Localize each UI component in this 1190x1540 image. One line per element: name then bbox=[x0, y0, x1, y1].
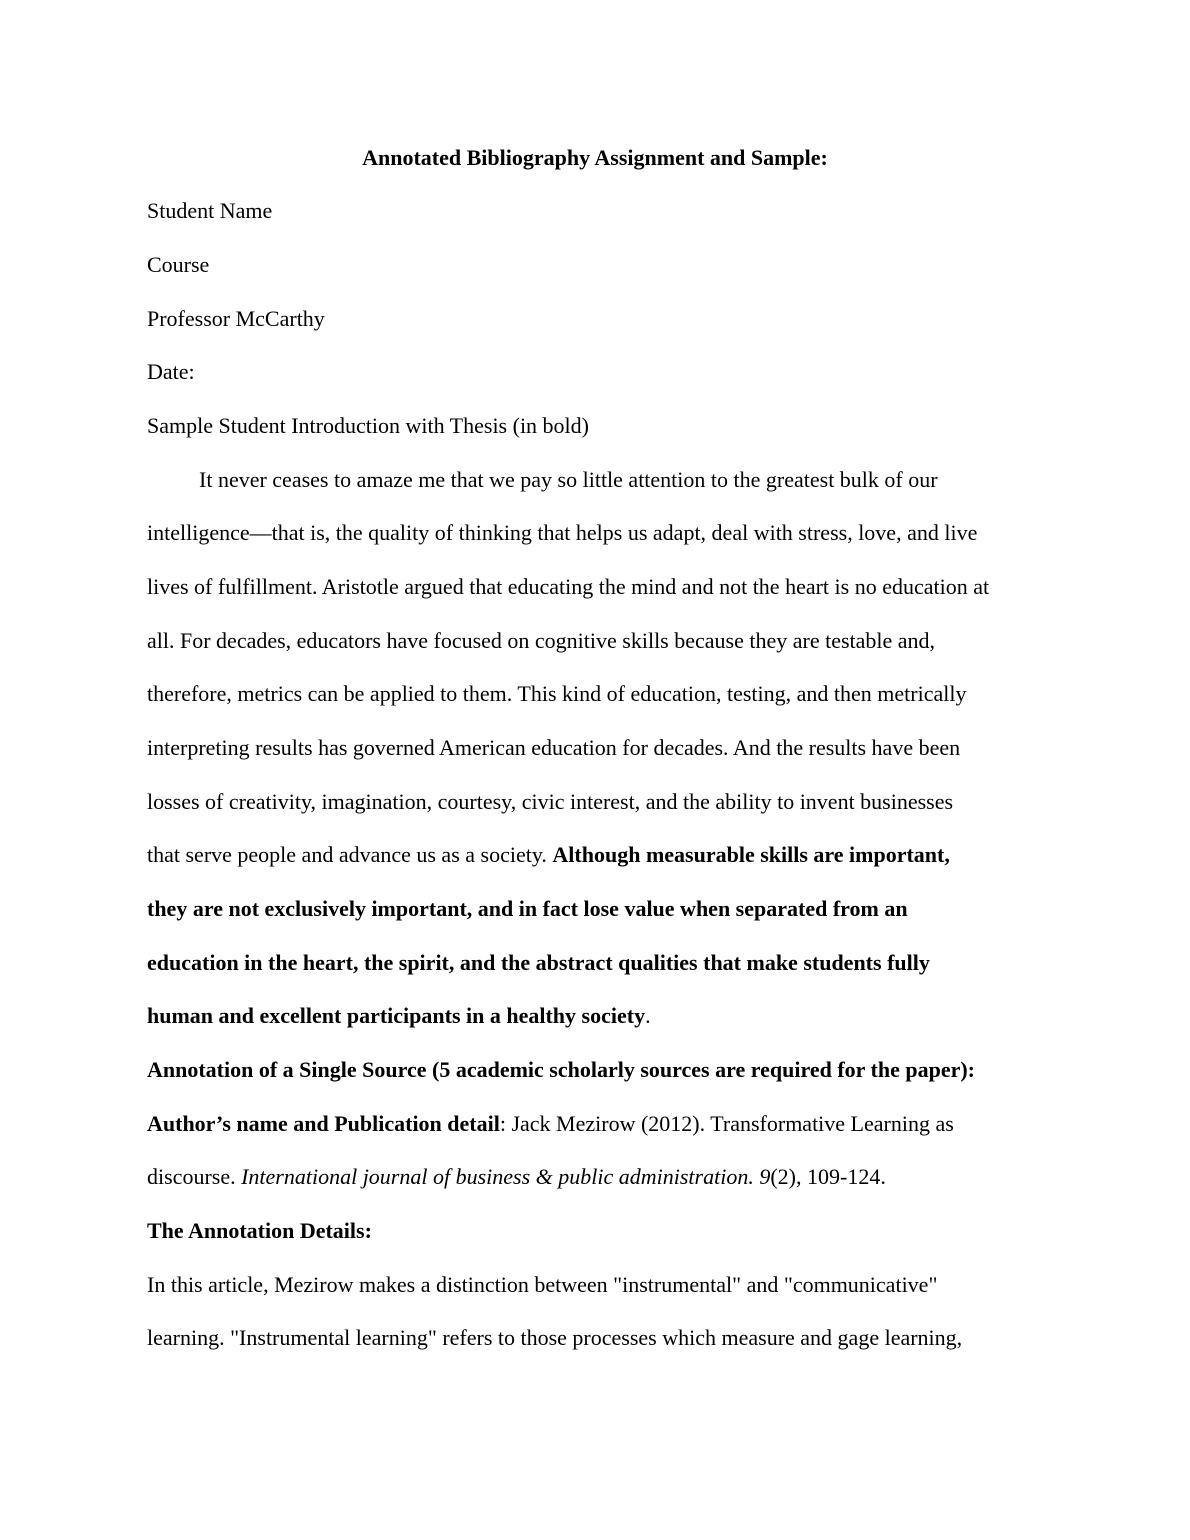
thesis-text: human and excellent participants in a healthy society bbox=[147, 1003, 646, 1028]
intro-line: interpreting results has governed American education for decades. And the results have been bbox=[147, 735, 961, 760]
intro-label: Sample Student Introduction with Thesis (in bold) bbox=[147, 413, 589, 438]
citation-journal: International journal of business & public administration. 9 bbox=[241, 1164, 771, 1189]
intro-line: all. For decades, educators have focused on cognitive skills because they are testable and, bbox=[147, 628, 936, 653]
thesis-text: Although measurable skills are important, bbox=[552, 842, 950, 867]
document-title: Annotated Bibliography Assignment and Sample: bbox=[362, 145, 828, 170]
thesis-last-line bbox=[147, 1005, 651, 1027]
citation-line bbox=[147, 1113, 954, 1135]
details-heading: The Annotation Details: bbox=[147, 1218, 372, 1243]
annotation-heading: Annotation of a Single Source (5 academic scholarly sources are required for the paper): bbox=[147, 1057, 975, 1082]
details-line: learning. "Instrumental learning" refers to those processes which measure and gage learning, bbox=[147, 1325, 963, 1350]
intro-line: intelligence—that is, the quality of thinking that helps us adapt, deal with stress, love, and live bbox=[147, 520, 978, 545]
professor-name: Professor McCarthy bbox=[147, 306, 325, 331]
intro-line: lives of fulfillment. Aristotle argued that educating the mind and not the heart is no education at bbox=[147, 574, 990, 599]
intro-line: It never ceases to amaze me that we pay so little attention to the greatest bulk of our bbox=[199, 467, 938, 492]
citation-label: Author’s name and Publication detail bbox=[147, 1111, 500, 1136]
intro-line-plain: that serve people and advance us as a society. bbox=[147, 842, 553, 867]
citation-issue-pages: (2), 109-124. bbox=[770, 1164, 886, 1189]
intro-thesis-line bbox=[147, 844, 950, 866]
citation-line bbox=[147, 1166, 886, 1188]
details-line: In this article, Mezirow makes a distinction between "instrumental" and "communicative" bbox=[147, 1272, 938, 1297]
citation-author: : Jack Mezirow (2012). Transformative Learning as bbox=[499, 1111, 954, 1136]
thesis-period: . bbox=[645, 1003, 651, 1028]
intro-line: losses of creativity, imagination, courtesy, civic interest, and the ability to invent businesses bbox=[147, 789, 954, 814]
thesis-line: they are not exclusively important, and in fact lose value when separated from an bbox=[147, 896, 908, 921]
thesis-line: education in the heart, the spirit, and the abstract qualities that make students fully bbox=[147, 950, 930, 975]
citation-title-end: discourse. bbox=[147, 1164, 242, 1189]
intro-line: therefore, metrics can be applied to them. This kind of education, testing, and then metrically bbox=[147, 681, 967, 706]
course-name: Course bbox=[147, 252, 210, 277]
student-name: Student Name bbox=[147, 198, 273, 223]
date-label: Date: bbox=[147, 359, 195, 384]
